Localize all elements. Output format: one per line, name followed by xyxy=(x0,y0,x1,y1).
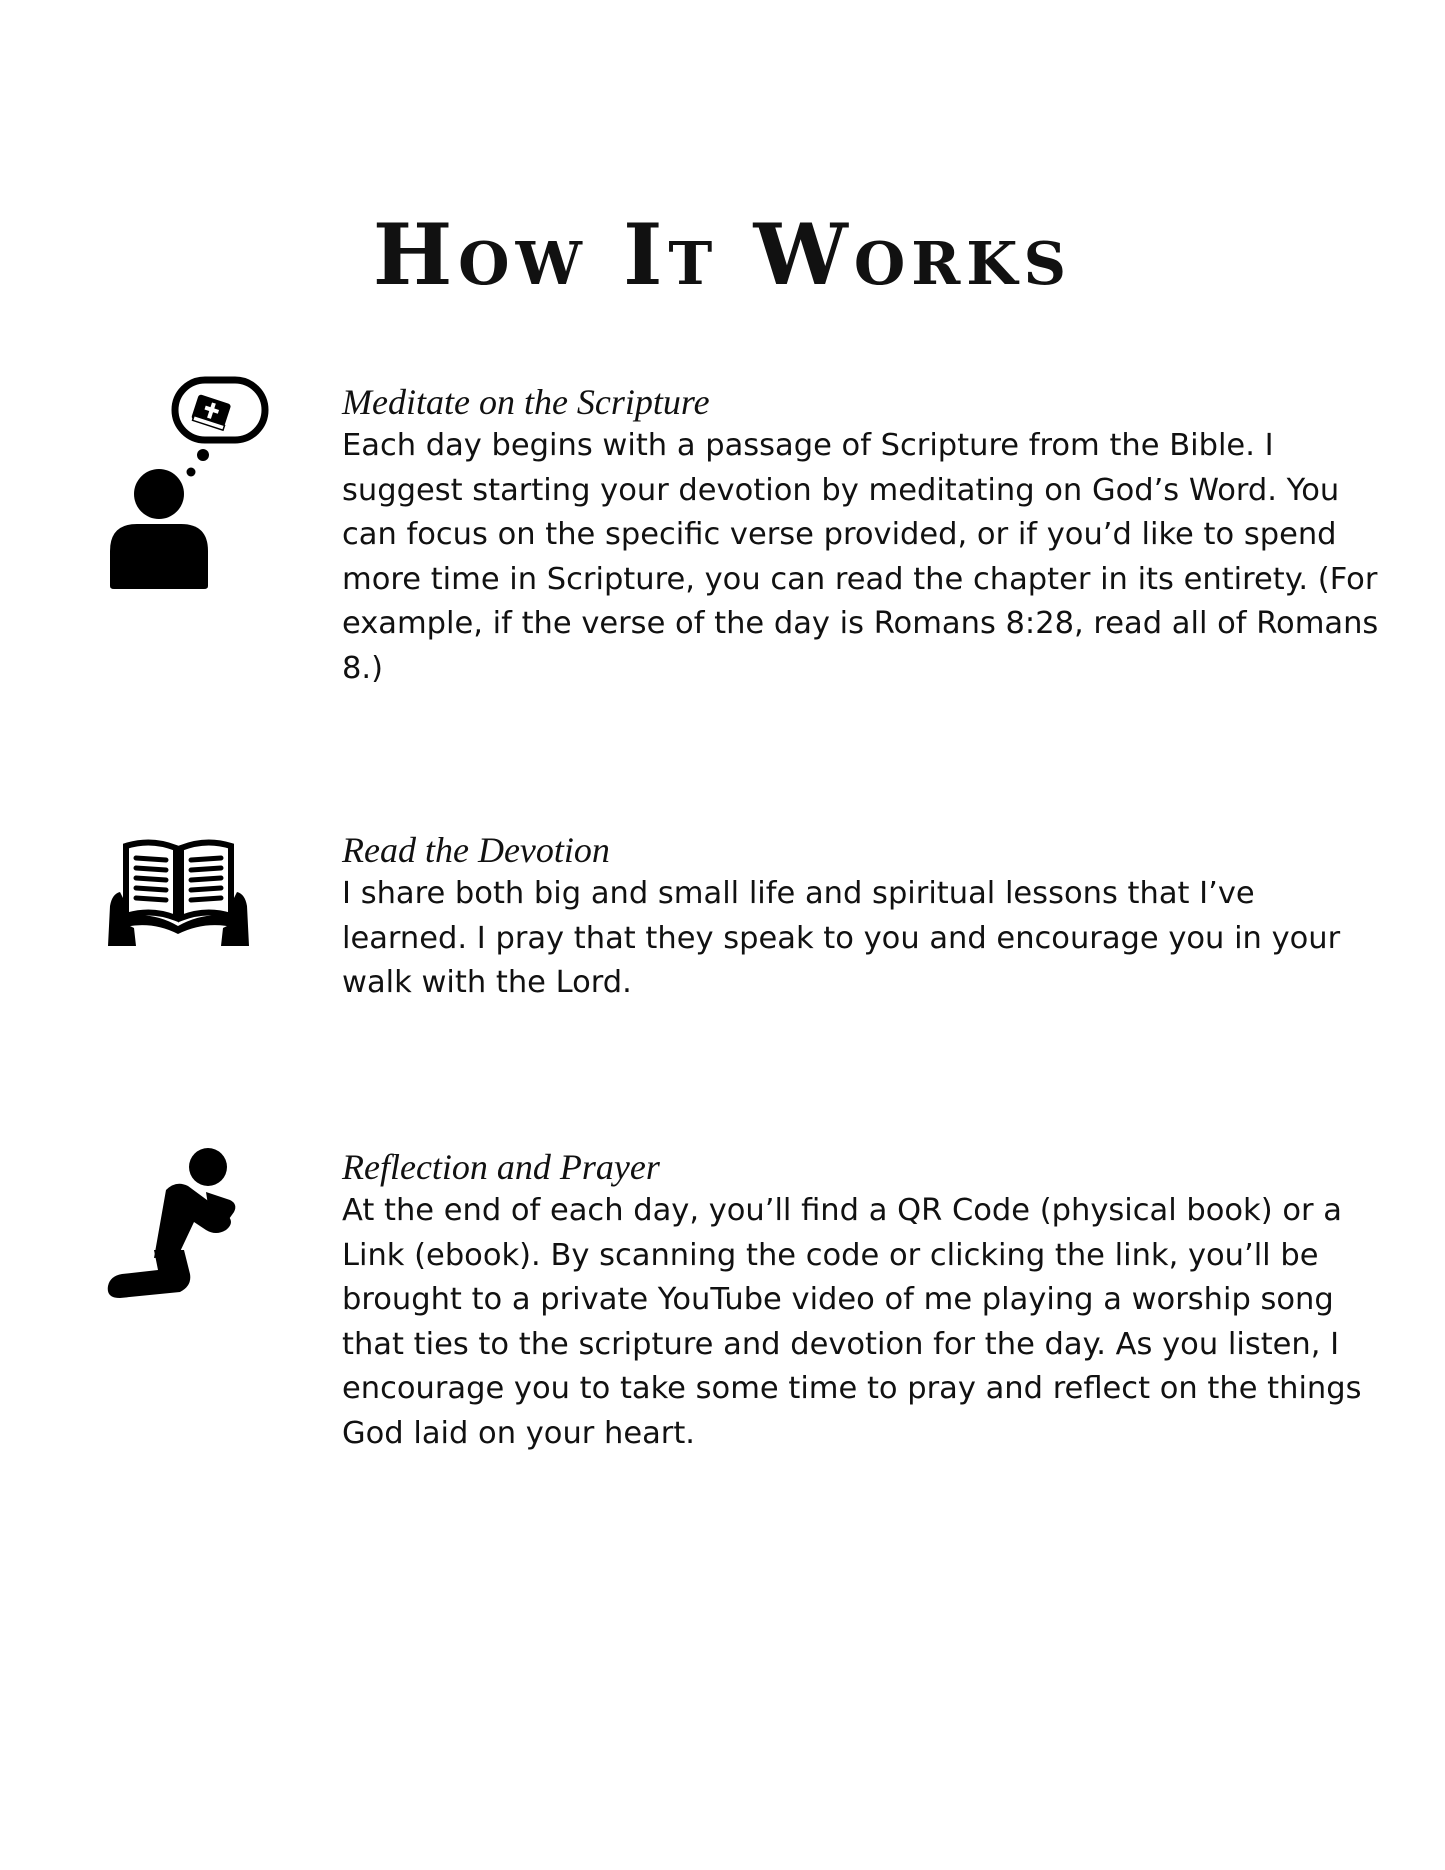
section-body: At the end of each day, you’ll find a QR Code (physical book) or a Link (ebook). By scanning the code or clicking the link, you’ll be brought to a private YouTube video of me playing a worship song that ties to the scripture and devotion for the day. As you listen, I encourage you to take some time to pray and reflect on the things God laid on your heart. xyxy=(342,1193,1362,1451)
section-heading: Meditate on the Scripture xyxy=(342,382,710,422)
section-heading: Reflection and Prayer xyxy=(342,1147,660,1187)
section-body: I share both big and small life and spiritual lessons that I’ve learned. I pray that they speak to you and encourage you in your walk with the Lord. xyxy=(342,876,1341,1000)
page-title: How It Works xyxy=(372,205,1073,304)
section-body: Each day begins with a passage of Scripture from the Bible. I suggest starting your devotion by meditating on God’s Word. You can focus on the specific verse provided, or if you’d like to spend more time in Scripture, you can read the chapter in its entirety. (For example, if the verse of the day is Romans 8:28, read all of Romans 8.) xyxy=(342,428,1379,686)
kneeling-prayer-icon xyxy=(106,1146,246,1301)
open-book-hands-icon xyxy=(106,836,251,951)
section-heading: Read the Devotion xyxy=(342,830,610,870)
thinking-person-bible-icon xyxy=(104,376,274,591)
